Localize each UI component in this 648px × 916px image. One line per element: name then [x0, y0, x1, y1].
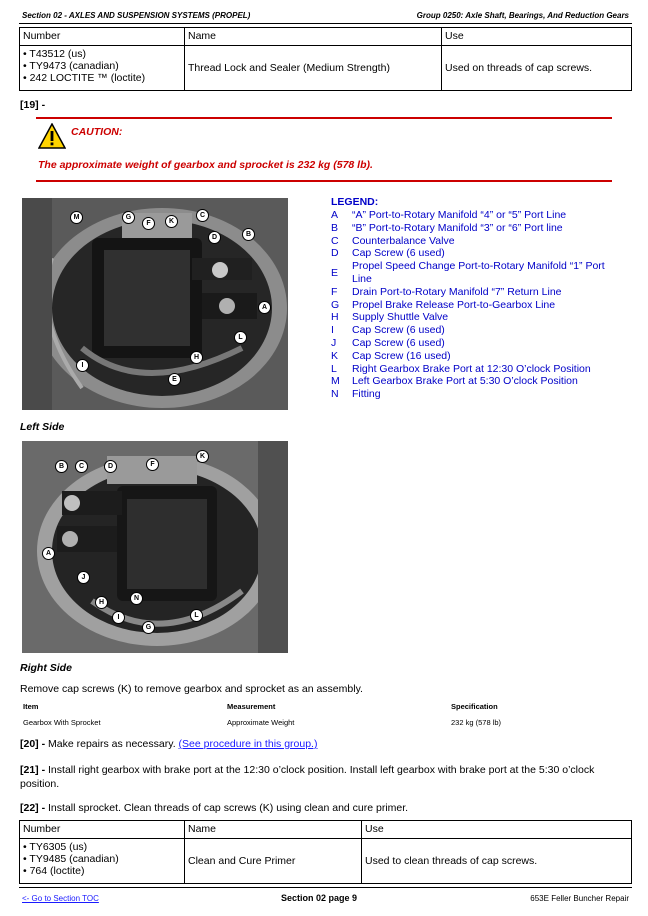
callout: K [196, 450, 209, 463]
legend-value: Supply Shuttle Valve [352, 311, 449, 324]
legend-value: “A” Port-to-Rotary Manifold “4” or “5” Port Line [352, 209, 567, 221]
legend-key: H [331, 311, 339, 324]
callout: A [258, 301, 271, 314]
product-name: Clean and Cure Primer [185, 839, 362, 884]
step-21 [20, 763, 630, 791]
part-number: • 242 LOCTITE ™ (loctite) [23, 72, 146, 84]
legend-value: Cap Screw (6 used) [352, 324, 445, 337]
legend-key: E [331, 266, 339, 279]
legend-key: G [331, 298, 340, 311]
caption-left-side: Left Side [20, 421, 65, 433]
callout: K [165, 215, 178, 228]
callout: F [146, 458, 159, 471]
legend-value: Counterbalance Valve [352, 234, 455, 247]
callout: G [142, 621, 155, 634]
caution-divider-top [36, 117, 612, 119]
product-use: Used on threads of cap screws. [442, 46, 632, 91]
legend-value: Right Gearbox Brake Port at 12:30 O’clock Position [352, 362, 591, 375]
group-title: Group 0250: Axle Shaft, Bearings, And Reduction Gears [416, 11, 629, 20]
callout: M [70, 211, 83, 224]
legend-key: C [331, 234, 339, 247]
legend-item [331, 337, 621, 350]
part-number: • TY6305 (us) [23, 841, 88, 853]
legend-key: L [331, 362, 337, 375]
spec-value: 232 kg (578 lb) [451, 718, 502, 727]
see-procedure-link[interactable]: (See procedure in this group.) [178, 738, 318, 750]
warning-triangle-icon [38, 123, 66, 149]
page-footer [19, 887, 632, 908]
callout: J [77, 571, 90, 584]
part-numbers [20, 46, 185, 91]
legend-value: Cap Screw (16 used) [352, 349, 451, 362]
legend-item [331, 311, 621, 324]
page-number: Section 02 page 9 [281, 893, 358, 903]
part-number: • TY9485 (canadian) [23, 853, 119, 865]
step-22-text: Install sprocket. Clean threads of cap screws (K) using clean and cure primer. [48, 802, 409, 814]
section-title: Section 02 - AXLES AND SUSPENSION SYSTEMS (PROPEL) [22, 11, 251, 20]
step-21-text: Install right gearbox with brake port at the 12:30 o’clock position. Install left gearbox with brake port at the 5:30 o’clock position. [20, 764, 595, 790]
spec-header-measurement: Measurement [227, 702, 276, 711]
legend-title: LEGEND: [331, 196, 379, 208]
part-number: • T43512 (us) [23, 48, 87, 60]
legend-value: Propel Brake Release Port-to-Gearbox Line [352, 298, 556, 311]
col-name: Name [185, 821, 362, 839]
callout: D [104, 460, 117, 473]
legend-value: Propel Speed Change Port-to-Rotary Manifold “1” Port Line [352, 260, 605, 285]
legend-key: N [331, 388, 339, 401]
legend-list [331, 209, 621, 401]
spec-header-item: Item [23, 702, 39, 711]
product-use: Used to clean threads of cap screws. [362, 839, 632, 884]
callout: L [190, 609, 203, 622]
callout: N [130, 592, 143, 605]
caution-label: CAUTION: [71, 126, 123, 138]
legend-item [331, 235, 621, 248]
legend-value: Left Gearbox Brake Port at 5:30 O’clock Position [352, 375, 578, 388]
legend-item [331, 350, 621, 363]
legend-value: “B” Port-to-Rotary Manifold “3” or “6” Port line [352, 221, 563, 234]
callout: A [42, 547, 55, 560]
part-number: • 764 (loctite) [23, 865, 85, 877]
legend-key: F [331, 285, 338, 298]
product-name: Thread Lock and Sealer (Medium Strength) [185, 46, 442, 91]
col-use: Use [362, 821, 632, 839]
legend-value: Drain Port-to-Rotary Manifold “7” Return Line [352, 285, 562, 298]
spec-item: Gearbox With Sprocket [23, 718, 101, 727]
callout: B [242, 228, 255, 241]
callout: L [234, 331, 247, 344]
gearbox-right-side-photo [22, 441, 288, 653]
legend-key: A [331, 209, 339, 221]
callout: E [168, 373, 181, 386]
legend-item [331, 388, 621, 401]
legend-key: B [331, 221, 339, 234]
step-19: [19] - [20, 99, 46, 111]
callout: H [190, 351, 203, 364]
step-20-number: [20] - [20, 738, 46, 750]
legend-key: D [331, 247, 339, 260]
gearbox-left-side-photo [22, 198, 288, 410]
section-toc-link[interactable]: <- Go to Section TOC [22, 894, 99, 903]
col-number: Number [20, 28, 185, 46]
caution-text: The approximate weight of gearbox and sprocket is 232 kg (578 lb). [38, 159, 373, 171]
part-number: • TY9473 (canadian) [23, 60, 119, 72]
col-use: Use [442, 28, 632, 46]
legend-key: I [331, 324, 334, 337]
step-21-number: [21] - [20, 764, 46, 776]
legend-item [331, 286, 621, 299]
callout: C [196, 209, 209, 222]
spec-header-specification: Specification [451, 702, 498, 711]
legend-item [331, 324, 621, 337]
callout: G [122, 211, 135, 224]
step-20 [20, 738, 317, 750]
remove-instruction: Remove cap screws (K) to remove gearbox and sprocket as an assembly. [20, 683, 363, 695]
callout: I [76, 359, 89, 372]
callout: D [208, 231, 221, 244]
manual-title: 653E Feller Buncher Repair [530, 894, 629, 903]
part-numbers [20, 839, 185, 884]
callout: H [95, 596, 108, 609]
legend-item [331, 247, 621, 260]
legend-item [331, 209, 621, 222]
legend-key: M [331, 375, 340, 388]
page-header [19, 8, 632, 24]
legend-value: Fitting [352, 388, 381, 401]
legend-item [331, 299, 621, 312]
callout: C [75, 460, 88, 473]
tool-table-primer [19, 820, 632, 884]
legend-item [331, 222, 621, 235]
legend-key: K [331, 349, 339, 362]
legend-key: J [331, 336, 337, 349]
callout: B [55, 460, 68, 473]
callout: F [142, 217, 155, 230]
tool-table-thread-lock [19, 27, 632, 91]
legend-item [331, 260, 621, 286]
caption-right-side: Right Side [20, 662, 72, 674]
legend-value: Cap Screw (6 used) [352, 336, 445, 349]
step-22-number: [22] - [20, 802, 46, 814]
legend [331, 196, 621, 401]
callout: I [112, 611, 125, 624]
step-20-text: Make repairs as necessary. [48, 738, 176, 750]
caution-divider-bottom [36, 180, 612, 182]
legend-item [331, 363, 621, 376]
spec-measurement: Approximate Weight [227, 718, 295, 727]
col-name: Name [185, 28, 442, 46]
step-22 [20, 802, 408, 814]
col-number: Number [20, 821, 185, 839]
legend-item [331, 375, 621, 388]
legend-value: Cap Screw (6 used) [352, 247, 445, 260]
